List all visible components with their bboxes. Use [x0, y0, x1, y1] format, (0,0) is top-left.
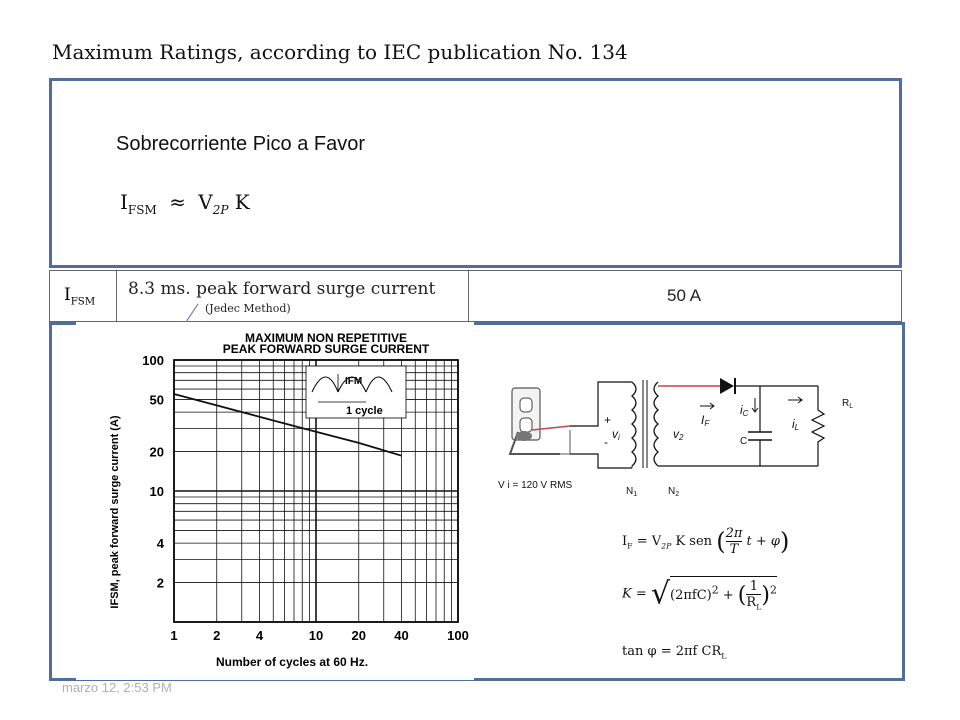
minus-sign: - [604, 435, 608, 449]
x-tick-label: 4 [255, 628, 264, 643]
rating-method: (Jedec Method) [205, 302, 291, 315]
f1-tail: t + φ [746, 534, 781, 549]
rl-label: $R_L$ [842, 398, 854, 410]
rating-description: 8.3 ms. peak forward surge current [128, 279, 436, 299]
outlet-icon [510, 388, 560, 454]
vi-label: vi [612, 427, 620, 442]
y-tick-label: 10 [149, 484, 164, 499]
f2-lhs: K = [622, 586, 647, 602]
inset-label: IFM [345, 376, 363, 387]
v2-label: v2 [673, 427, 684, 442]
if-formula: $I_F = V_{2P}$ K sen ( $\frac{2\pi}{T}$ t + φ) [622, 526, 790, 557]
page-title: Maximum Ratings, according to IEC publication No. 134 [52, 40, 628, 64]
y-tick-label: 2 [156, 575, 164, 591]
y-tick-label: 4 [156, 536, 164, 552]
x-tick-label: 10 [308, 628, 324, 643]
f2-den: R [746, 595, 757, 610]
x-tick-label: 40 [394, 628, 409, 643]
chart-title-line2: PEAK FORWARD SURGE CURRENT [222, 342, 430, 356]
approx-formula [120, 190, 250, 217]
ic-label: iC [740, 403, 749, 418]
il-label: iL [792, 417, 800, 432]
footer-date: marzo 12, 2:53 PM [62, 680, 172, 695]
f1-den: T [729, 542, 739, 557]
rating-symbol-sub: FSM [70, 296, 96, 308]
tan-formula [622, 644, 726, 661]
f2-plus: + [718, 587, 738, 603]
inset-caption: 1 cycle [346, 405, 383, 417]
formula-approx: ≈ [169, 190, 186, 214]
rectifier-circuit [490, 372, 870, 508]
formula-rhs: V [198, 190, 213, 214]
formula-lhs-sub: FSM [127, 203, 157, 217]
y-tick-label: 50 [149, 392, 164, 408]
x-tick-label: 20 [351, 628, 366, 643]
f2-body: (2πfC) [670, 587, 712, 603]
chart-xlabel: Number of cycles at 60 Hz. [215, 655, 369, 669]
rating-value: 50 A [667, 286, 702, 305]
plus-sign: + [604, 413, 612, 427]
rating-symbol-main: I [64, 285, 71, 305]
f3-text: tan φ = 2πf CR [622, 644, 722, 659]
f1-num: 2π [725, 526, 743, 541]
chart-ylabel: IFSM, peak forward surge current (A) [109, 415, 121, 609]
f1-lhs: I [622, 534, 628, 549]
surge-current-chart [76, 322, 474, 680]
x-tick-label: 100 [447, 628, 469, 643]
x-tick-label: 1 [170, 628, 178, 643]
rating-symbol [64, 285, 95, 307]
y-tick-label: 100 [142, 353, 164, 368]
source-label: V i = 120 V RMS [498, 480, 573, 491]
f2-num: 1 [746, 579, 761, 595]
n2-label: $N_2$ [668, 486, 680, 498]
section-heading: Sobrecorriente Pico a Favor [116, 133, 366, 155]
f1-eq: = V [632, 534, 662, 549]
f2-sq2: 2 [769, 583, 777, 597]
f3-sub: L [721, 651, 727, 661]
capacitor-label: C [740, 436, 748, 447]
f1-lhs-sub: F [627, 541, 633, 551]
f1-v-sub: 2P [661, 541, 672, 551]
f1-k: K sen [671, 534, 713, 549]
formula-rhs-sub: 2P [212, 203, 229, 217]
x-tick-label: 2 [213, 628, 221, 643]
f2-sq: 2 [711, 583, 719, 597]
waveform-inset [306, 366, 406, 418]
n1-label: $N_1$ [626, 486, 638, 498]
y-tick-label: 20 [149, 444, 164, 460]
formula-lhs: I [120, 190, 128, 214]
f2-den-sub: L [756, 602, 762, 612]
definition-box [49, 78, 902, 268]
formula-rhs-tail: K [228, 190, 250, 214]
chart-title-line1: MAXIMUM NON REPETITIVE [244, 331, 408, 345]
k-formula: $K = √(2\pi fC)^2$ + ( $\frac{1}{R_L}$ )$^2$ [622, 576, 777, 612]
if-label: IF [701, 413, 710, 428]
